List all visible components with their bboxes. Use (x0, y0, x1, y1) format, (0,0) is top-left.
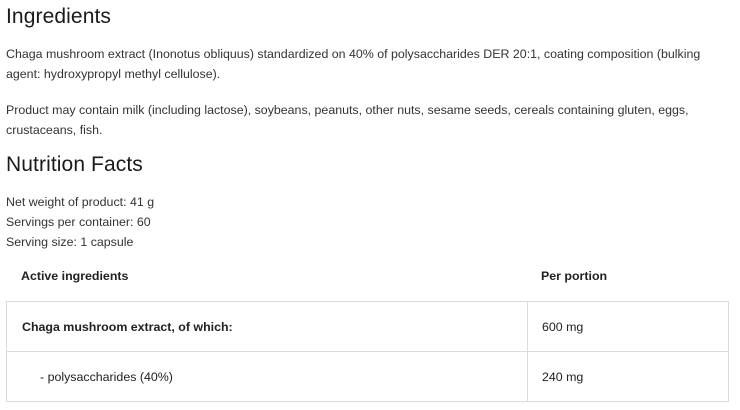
ingredients-heading: Ingredients (6, 5, 112, 28)
nutrition-facts-heading: Nutrition Facts (6, 153, 143, 176)
table-header-row (6, 256, 729, 301)
serving-size: Serving size: 1 capsule (6, 235, 134, 249)
nutrition-facts-list (6, 192, 154, 252)
ingredient-amount: 600 mg (542, 320, 584, 334)
net-weight: Net weight of product: 41 g (6, 195, 155, 209)
column-header-active-ingredients: Active ingredients (21, 269, 129, 283)
allergen-text: Product may contain milk (including lactose), soybeans, peanuts, other nuts, sesame seeds, cereals containing gluten, eggs, crustaceans, fish. (6, 103, 689, 137)
column-header-per-portion: Per portion (541, 269, 608, 283)
table-row (6, 352, 729, 402)
ingredient-name: Chaga mushroom extract, of which: (22, 320, 233, 334)
ingredient-name: - polysaccharides (40%) (40, 370, 173, 384)
table-row (6, 301, 729, 352)
column-divider (527, 302, 528, 351)
servings-per-container: Servings per container: 60 (6, 215, 151, 229)
ingredient-amount: 240 mg (542, 370, 584, 384)
active-ingredients-table (6, 256, 729, 402)
ingredients-text: Chaga mushroom extract (Inonotus obliquus) standardized on 40% of polysaccharides DER 20:1, coating composition (bulking agent: hydroxypropyl methyl cellulose). (6, 47, 701, 81)
column-divider (527, 352, 528, 401)
